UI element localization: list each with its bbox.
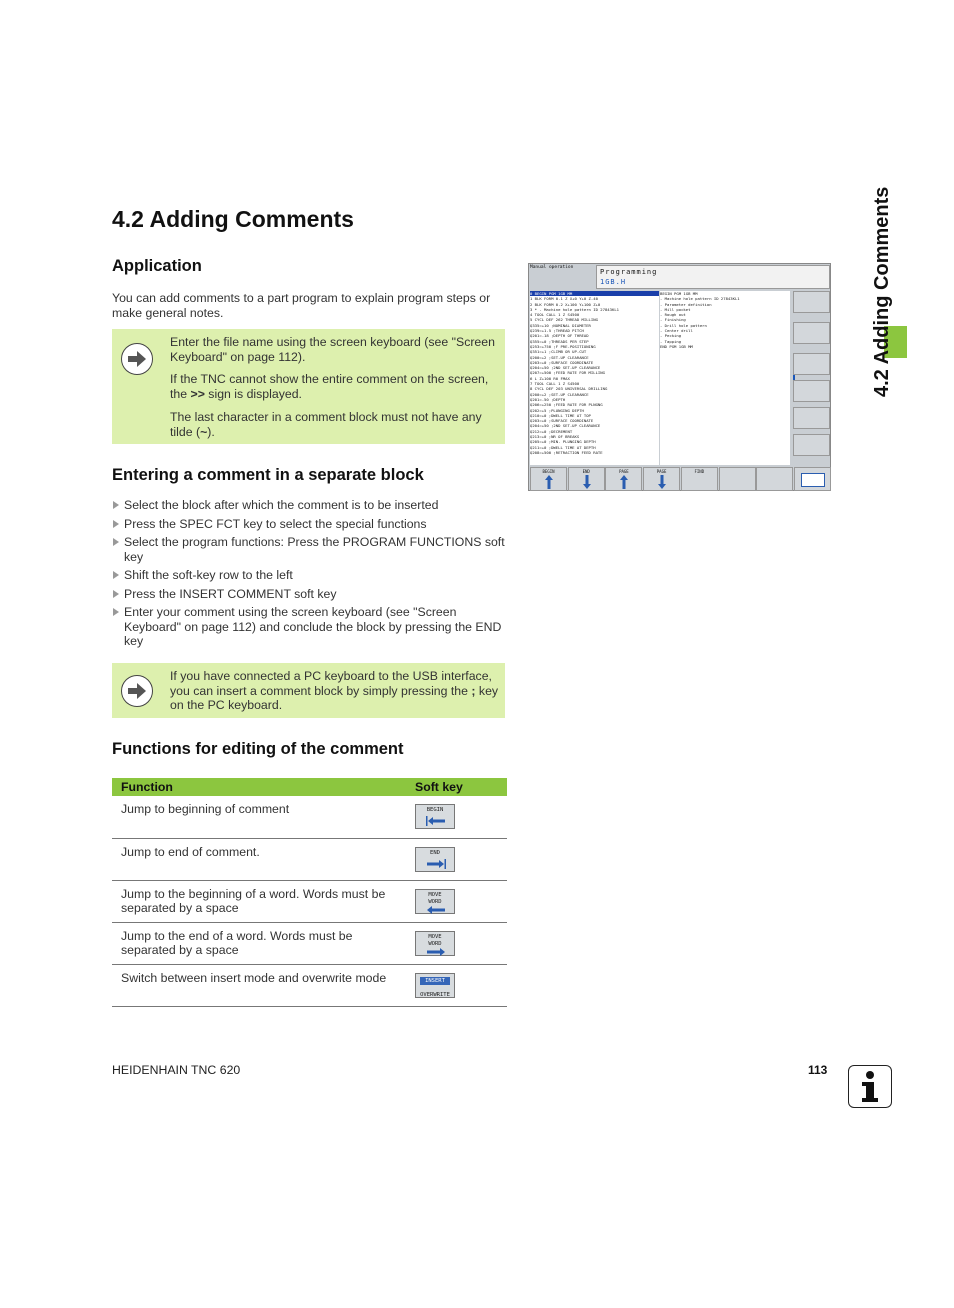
program-line[interactable]: Q210=+0 ;DWELL TIME AT TOP (530, 412, 591, 418)
table-row: Switch between insert mode and overwrite mode INSERT OVERWRITE (112, 964, 507, 1006)
vertical-softkey[interactable] (793, 434, 830, 456)
program-window[interactable] (530, 291, 659, 465)
arrow-right-icon (121, 675, 153, 707)
section-title: 4.2 Adding Comments (112, 206, 354, 232)
horizontal-softkey[interactable]: PAGE (605, 467, 642, 491)
structure-window[interactable] (660, 291, 790, 465)
program-line[interactable]: 6 L Z+100 R0 FMAX (530, 375, 570, 381)
arrow-left-icon (426, 816, 446, 826)
program-line[interactable]: 8 CYCL DEF 203 UNIVERSAL DRILLING (530, 386, 608, 392)
entering-heading: Entering a comment in a separate block (112, 466, 424, 484)
structure-line[interactable]: - Center drill (660, 328, 693, 334)
screen-header: Programming 1GB.H (596, 265, 830, 289)
program-line[interactable]: Q201=-18 ;DEPTH OF THREAD (530, 333, 589, 339)
page-number: 113 (808, 1063, 828, 1077)
structure-line[interactable]: BEGIN PGM 1GB MM (660, 291, 698, 296)
list-item: Press the INSERT COMMENT soft key (112, 587, 507, 602)
table-row: Jump to end of comment. END (112, 838, 507, 880)
horizontal-softkey[interactable] (756, 467, 793, 491)
horizontal-softkey[interactable]: FIND (681, 467, 718, 491)
program-line[interactable]: Q204=+50 ;2ND SET-UP CLEARANCE (530, 423, 601, 429)
arrow-right-icon (426, 859, 446, 869)
table-row: Jump to the end of a word. Words must be separated by a space MOVE WORD (112, 922, 507, 964)
program-line[interactable]: 7 TOOL CALL 1 Z S4500 (530, 381, 580, 387)
keyboard-icon (801, 473, 825, 487)
arrow-down-icon (658, 475, 666, 489)
table-row: Jump to the beginning of a word. Words must be separated by a space MOVE WORD (112, 880, 507, 922)
functions-table (112, 778, 507, 1007)
structure-line[interactable]: END PGM 1GB MM (660, 343, 693, 349)
move-word-left-softkey[interactable]: MOVE WORD (415, 889, 455, 914)
program-line[interactable]: Q211=+0 ;DWELL TIME AT DEPTH (530, 444, 596, 450)
program-line[interactable]: 1 BLK FORM 0.1 Z X+0 Y+0 Z-40 (530, 296, 598, 302)
horizontal-softkey[interactable] (719, 467, 756, 491)
structure-line[interactable]: - Mill pocket (660, 306, 691, 312)
program-line[interactable]: Q212=+0 ;DECREMENT (530, 428, 573, 434)
structure-line[interactable]: - Machine hole pattern ID 27843KL1 (660, 296, 740, 302)
program-line[interactable]: 3 * - Machine hole pattern ID 27843KL1 (530, 306, 620, 312)
program-line[interactable]: 0 BEGIN PGM 1GB MM (530, 291, 659, 296)
end-softkey[interactable]: END (415, 847, 455, 872)
col-softkey: Soft key (406, 778, 507, 796)
begin-softkey[interactable]: BEGIN (415, 804, 455, 829)
structure-line[interactable]: - Parameter definition (660, 301, 712, 307)
program-line[interactable]: Q253=+750 ;F PRE-POSITIONING (530, 343, 596, 349)
table-row: Jump to beginning of comment BEGIN (112, 796, 507, 838)
list-item: Select the program functions: Press the PROGRAM FUNCTIONS soft key (112, 535, 507, 564)
note-text-1: Enter the file name using the screen keyboard (see "Screen Keyboard" on page 112). (170, 335, 495, 364)
horizontal-softkey[interactable] (794, 467, 831, 491)
note-text-3: The last character in a comment block must not have any tilde (~). (170, 410, 482, 439)
note-box-application (112, 329, 505, 444)
arrow-up-icon (545, 475, 553, 489)
side-chapter-title: 4.2 Adding Comments (871, 186, 893, 397)
move-word-right-softkey[interactable]: MOVE WORD (415, 931, 455, 956)
structure-line[interactable]: - Finishing (660, 317, 686, 323)
program-line[interactable]: Q207=+500 ;FEED RATE FOR MILLING (530, 370, 605, 376)
vertical-softkey[interactable] (793, 291, 830, 313)
step-list (112, 498, 507, 653)
list-item: Select the block after which the comment is to be inserted (112, 498, 507, 513)
program-line[interactable]: Q205=+0 ;MIN. PLUNGING DEPTH (530, 439, 596, 445)
program-line[interactable]: 4 TOOL CALL 1 Z S4500 (530, 312, 580, 318)
structure-line[interactable]: - Pecking (660, 333, 682, 339)
program-line[interactable]: Q239=+1.5 ;THREAD PITCH (530, 328, 584, 334)
program-line[interactable]: 2 BLK FORM 0.2 X+100 Y+100 Z+0 (530, 301, 601, 307)
note-box-pc-keyboard (112, 663, 505, 718)
operating-mode: Manual operation (530, 265, 574, 270)
list-item: Press the SPEC FCT key to select the special functions (112, 517, 507, 532)
info-icon (848, 1065, 892, 1108)
col-function: Function (112, 778, 406, 796)
list-item: Enter your comment using the screen keyboard (see "Screen Keyboard" on page 112) and conclude the block by pressing the END key (112, 605, 507, 649)
arrow-left-icon (426, 906, 446, 914)
arrow-right-icon (426, 948, 446, 956)
arrow-up-icon (620, 475, 628, 489)
note-text-pc: If you have connected a PC keyboard to the USB interface, you can insert a comment block by simply pressing the ; key on the PC keyboard. (170, 669, 499, 712)
functions-heading: Functions for editing of the comment (112, 740, 404, 758)
program-line[interactable]: Q213=+0 ;NR OF BREAKS (530, 434, 580, 440)
program-line[interactable]: Q203=+0 ;SURFACE COORDINATE (530, 359, 594, 365)
vertical-softkey[interactable] (793, 407, 830, 429)
program-line[interactable]: Q202=+5 ;PLUNGING DEPTH (530, 407, 584, 413)
note-text-2: If the TNC cannot show the entire comment on the screen, the >> sign is displayed. (170, 372, 489, 401)
vertical-softkey[interactable] (793, 353, 830, 375)
structure-line[interactable]: - Tapping (660, 338, 682, 344)
structure-line[interactable]: - Rough out (660, 312, 686, 318)
arrow-right-icon (121, 343, 153, 375)
vertical-softkey[interactable] (793, 380, 830, 402)
structure-line[interactable]: - Drill hole pattern (660, 322, 707, 328)
footer-brand: HEIDENHAIN TNC 620 (112, 1063, 241, 1077)
application-heading: Application (112, 257, 202, 275)
tnc-screenshot (528, 263, 831, 491)
application-intro: You can add comments to a part program to explain program steps or make general notes. (112, 291, 491, 320)
vertical-softkey[interactable] (793, 322, 830, 344)
program-line[interactable]: Q200=+2 ;SET-UP CLEARANCE (530, 391, 589, 397)
program-line[interactable]: Q335=+10 ;NOMINAL DIAMETER (530, 322, 591, 328)
program-line[interactable]: Q201=-50 ;DEPTH (530, 396, 566, 402)
program-line[interactable]: Q200=+2 ;SET-UP CLEARANCE (530, 354, 589, 360)
program-line[interactable]: 5 CYCL DEF 262 THREAD MILLING (530, 317, 598, 323)
horizontal-softkey[interactable]: BEGIN (530, 467, 567, 491)
program-line[interactable]: Q206=+250 ;FEED RATE FOR PLNGNG (530, 402, 603, 408)
list-item: Shift the soft-key row to the left (112, 568, 507, 583)
program-line[interactable]: Q208=+500 ;RETRACTION FEED RATE (530, 449, 603, 455)
program-line[interactable]: Q203=+0 ;SURFACE COORDINATE (530, 418, 594, 424)
horizontal-softkey[interactable]: END (568, 467, 605, 491)
program-line[interactable]: Q204=+50 ;2ND SET-UP CLEARANCE (530, 365, 601, 371)
insert-overwrite-softkey[interactable]: INSERT OVERWRITE (415, 973, 455, 998)
horizontal-softkey[interactable]: PAGE (643, 467, 680, 491)
program-line[interactable]: Q355=+0 ;THREADS PER STEP (530, 338, 589, 344)
program-line[interactable]: Q351=+1 ;CLIMB OR UP-CUT (530, 349, 587, 355)
arrow-down-icon (583, 475, 591, 489)
